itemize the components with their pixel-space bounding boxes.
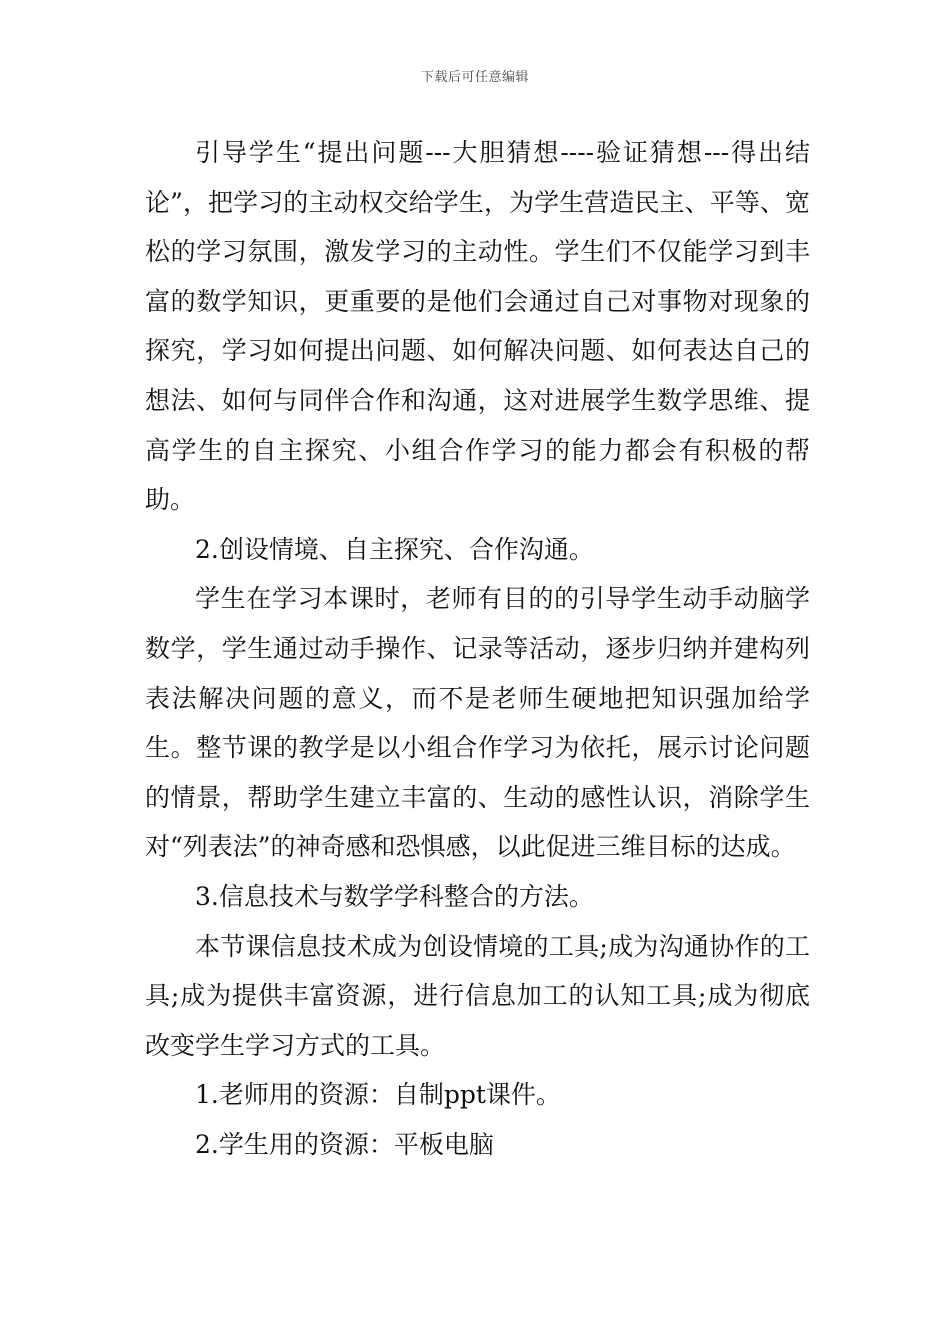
paragraph-guiding-students: 引导学生“提出问题---大胆猜想----验证猜想---得出结论”，把学习的主动权交给学生，为学生营造民主、平等、宽松的学习氛围，激发学习的主动性。学生们不仅能学习到丰富的数学知识，更重要的是他们会通过自己对事物对现象的探究，学习如何提出问题、如何解决问题、如何表达自己的想法、如何与同伴合作和沟通，这对进展学生数学思维、提高学生的自主探究、小组合作学习的能力都会有积极的帮助。: [145, 138, 810, 515]
heading-it-integration: 3.信息技术与数学学科整合的方法。: [195, 881, 594, 911]
heading-create-situation: 2.创设情境、自主探究、合作沟通。: [195, 534, 594, 564]
list-item-teacher-resources: 1.老师用的资源：自制ppt课件。: [195, 1080, 561, 1110]
paragraph-it-tools: 本节课信息技术成为创设情境的工具;成为沟通协作的工具;成为提供丰富资源，进行信息加工的认知工具;成为彻底改变学生学习方式的工具。: [145, 931, 810, 1060]
page-header: 下载后可任意编辑: [420, 70, 529, 85]
document-body: [145, 128, 810, 1169]
list-item-student-resources: 2.学生用的资源：平板电脑: [195, 1129, 494, 1159]
paragraph-learning-process: 学生在学习本课时，老师有目的的引导学生动手动脑学数学，学生通过动手操作、记录等活动，逐步归纳并建构列表法解决问题的意义，而不是老师生硬地把知识强加给学生。整节课的教学是以小组合作学习为依托，展示讨论问题的情景，帮助学生建立丰富的、生动的感性认识，消除学生对“列表法”的神奇感和恐惧感，以此促进三维目标的达成。: [145, 584, 810, 862]
